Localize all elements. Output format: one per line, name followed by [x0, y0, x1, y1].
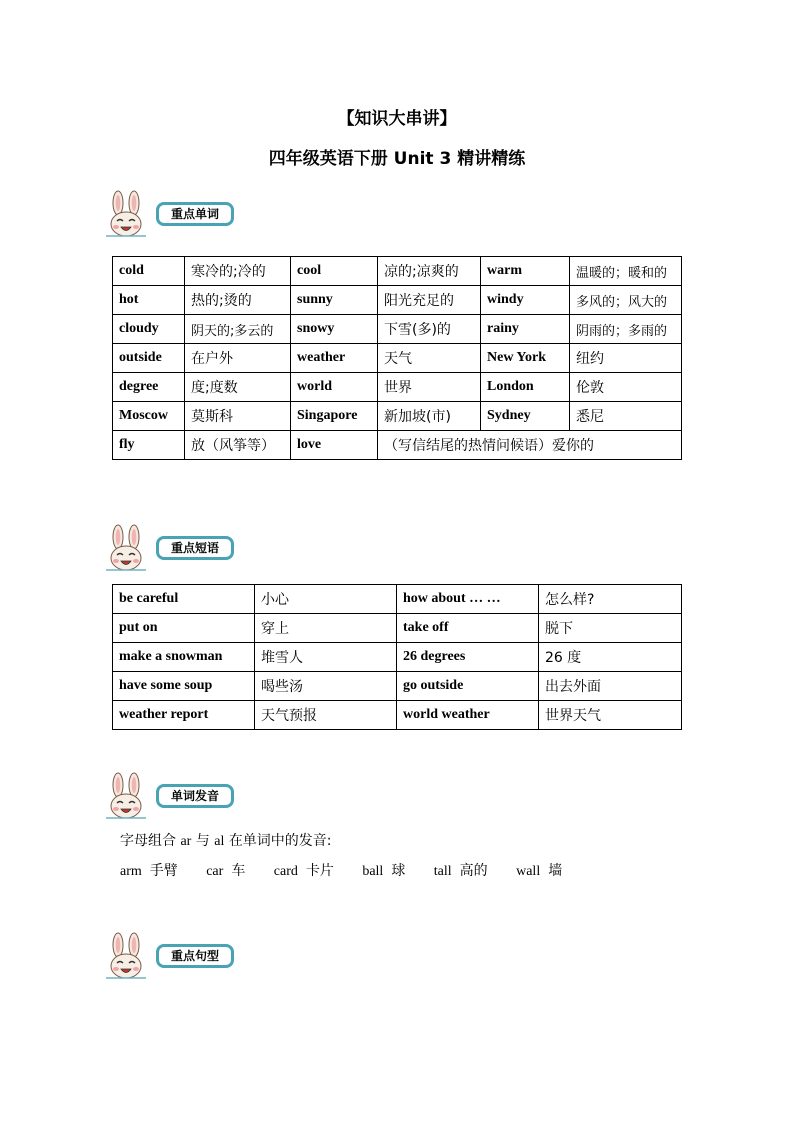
- word-cell: windy: [481, 286, 570, 315]
- meaning-cell: 伦敦: [570, 373, 682, 402]
- word-cell: outside: [113, 344, 185, 373]
- word-cell: snowy: [291, 315, 378, 344]
- list-item: [120, 860, 178, 880]
- word-cell: Moscow: [113, 402, 185, 431]
- section-label-phonics: 单词发音: [156, 784, 234, 808]
- word-cell: warm: [481, 257, 570, 286]
- meaning-cell: 纽约: [570, 344, 682, 373]
- meaning-cell: 温暖的；暖和的: [570, 257, 682, 286]
- word-cell: Sydney: [481, 402, 570, 431]
- meaning-cell: 度;度数: [185, 373, 291, 402]
- letter-combo: al: [214, 834, 225, 849]
- example-word: arm: [120, 864, 142, 879]
- meaning-cell: 堆雪人: [255, 643, 397, 672]
- page-subtitle: 四年级英语下册 Unit 3 精讲精练: [268, 149, 526, 169]
- meaning-cell: 阴雨的；多雨的: [570, 315, 682, 344]
- phonics-intro-text: 与: [195, 833, 210, 849]
- meaning-cell: （写信结尾的热情问候语）爱你的: [378, 431, 682, 460]
- meaning-cell: 莫斯科: [185, 402, 291, 431]
- meaning-cell: 26 度: [539, 643, 682, 672]
- table-row: [113, 257, 682, 286]
- list-item: [274, 860, 334, 880]
- rabbit-icon: [102, 190, 152, 240]
- rabbit-icon: [102, 524, 152, 574]
- list-item: [516, 860, 562, 880]
- example-meaning: 球: [391, 863, 406, 879]
- word-cell: hot: [113, 286, 185, 315]
- section-header-phrases: [102, 524, 242, 574]
- word-cell: New York: [481, 344, 570, 373]
- meaning-cell: 喝些汤: [255, 672, 397, 701]
- example-meaning: 高的: [459, 863, 488, 879]
- phrase-cell: take off: [397, 614, 539, 643]
- word-cell: rainy: [481, 315, 570, 344]
- table-row: [113, 402, 682, 431]
- section-header-phonics: [102, 772, 242, 822]
- word-cell: fly: [113, 431, 185, 460]
- example-word: wall: [516, 864, 541, 879]
- meaning-cell: 新加坡(市): [378, 402, 481, 431]
- words-table: [112, 256, 682, 460]
- rabbit-icon: [102, 932, 152, 982]
- example-meaning: 卡片: [305, 863, 334, 879]
- example-word: car: [206, 864, 224, 879]
- phrase-cell: 26 degrees: [397, 643, 539, 672]
- list-item: [206, 860, 245, 880]
- phrase-cell: make a snowman: [113, 643, 255, 672]
- word-cell: weather: [291, 344, 378, 373]
- phonics-intro: [120, 830, 332, 850]
- table-row: [113, 344, 682, 373]
- phrase-cell: weather report: [113, 701, 255, 730]
- phrase-cell: how about … …: [397, 585, 539, 614]
- word-cell: cold: [113, 257, 185, 286]
- table-row: [113, 614, 682, 643]
- meaning-cell: 穿上: [255, 614, 397, 643]
- meaning-cell: 阳光充足的: [378, 286, 481, 315]
- word-cell: love: [291, 431, 378, 460]
- table-row: [113, 643, 682, 672]
- section-header-words: [102, 190, 242, 240]
- section-label-words: 重点单词: [156, 202, 234, 226]
- section-label-sentences: 重点句型: [156, 944, 234, 968]
- list-item: [434, 860, 488, 880]
- phonics-examples: [120, 860, 586, 880]
- list-item: [362, 860, 405, 880]
- word-cell: Singapore: [291, 402, 378, 431]
- meaning-cell: 小心: [255, 585, 397, 614]
- word-cell: London: [481, 373, 570, 402]
- table-row: [113, 315, 682, 344]
- meaning-cell: 天气预报: [255, 701, 397, 730]
- phonics-intro-text: 字母组合: [120, 833, 176, 849]
- word-cell: cloudy: [113, 315, 185, 344]
- meaning-cell: 脱下: [539, 614, 682, 643]
- meaning-cell: 悉尼: [570, 402, 682, 431]
- example-word: card: [273, 864, 298, 879]
- phrase-cell: have some soup: [113, 672, 255, 701]
- section-label-phrases: 重点短语: [156, 536, 234, 560]
- meaning-cell: 天气: [378, 344, 481, 373]
- table-row: [113, 373, 682, 402]
- meaning-cell: 阴天的;多云的: [185, 315, 291, 344]
- section-header-sentences: [102, 932, 242, 982]
- phrases-table: [112, 584, 682, 730]
- table-row: [113, 701, 682, 730]
- word-cell: sunny: [291, 286, 378, 315]
- phrase-cell: world weather: [397, 701, 539, 730]
- meaning-cell: 世界天气: [539, 701, 682, 730]
- meaning-cell: 凉的;凉爽的: [378, 257, 481, 286]
- letter-combo: ar: [180, 834, 192, 849]
- phrase-cell: put on: [113, 614, 255, 643]
- table-row: [113, 286, 682, 315]
- meaning-cell: 多风的；风大的: [570, 286, 682, 315]
- meaning-cell: 下雪(多)的: [378, 315, 481, 344]
- table-row: [113, 431, 682, 460]
- meaning-cell: 在户外: [185, 344, 291, 373]
- phrase-cell: go outside: [397, 672, 539, 701]
- example-meaning: 墙: [548, 863, 563, 879]
- meaning-cell: 热的;烫的: [185, 286, 291, 315]
- word-cell: world: [291, 373, 378, 402]
- example-word: ball: [362, 864, 384, 879]
- page-title: 【知识大串讲】: [337, 109, 457, 129]
- meaning-cell: 寒冷的;冷的: [185, 257, 291, 286]
- example-meaning: 手臂: [149, 863, 178, 879]
- meaning-cell: 出去外面: [539, 672, 682, 701]
- meaning-cell: 世界: [378, 373, 481, 402]
- word-cell: cool: [291, 257, 378, 286]
- table-row: [113, 585, 682, 614]
- example-meaning: 车: [231, 863, 246, 879]
- example-word: tall: [433, 864, 452, 879]
- table-row: [113, 672, 682, 701]
- word-cell: degree: [113, 373, 185, 402]
- rabbit-icon: [102, 772, 152, 822]
- meaning-cell: 怎么样?: [539, 585, 682, 614]
- meaning-cell: 放（风筝等）: [185, 431, 291, 460]
- phonics-intro-text: 在单词中的发音:: [228, 833, 332, 849]
- phrase-cell: be careful: [113, 585, 255, 614]
